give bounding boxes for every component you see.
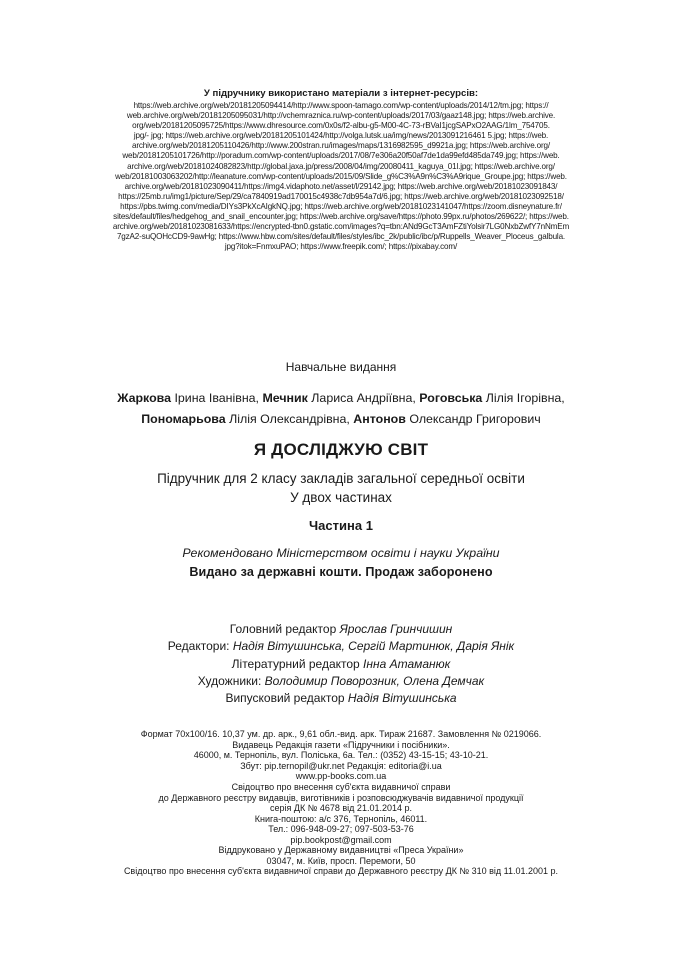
imprint-line: до Державного реєстру видавців, виготівників і розповсюджувачів видавничої продукції bbox=[158, 792, 524, 803]
sources-title: У підручнику використано матеріали з інтернет-ресурсів: bbox=[203, 88, 479, 99]
author-name: Лілія Олександрівна, bbox=[225, 411, 354, 426]
imprint-line: Тел.: 096-948-09-27; 097-503-53-76 bbox=[268, 824, 414, 835]
credit-names: Надія Вітушинська bbox=[347, 691, 457, 706]
author-surname: Мечник bbox=[262, 391, 308, 405]
imprint-line: Формат 70x100/16. 10,37 ум. др. арк., 9,61 обл.-вид. арк. Тираж 21687. Замовлення № 0219066. bbox=[140, 729, 542, 739]
source-line: jpg?itok=FnmxuPAO; https://www.freepik.com/; https://pixabay.com/ bbox=[224, 242, 458, 252]
credit-names: Володимир Поворозник, Олена Демчак bbox=[264, 673, 485, 688]
printer-line: Свідоцтво про внесення суб'єкта видавничої справи до Державного реєстру ДК № 310 від 11.01.2001 р. bbox=[123, 866, 559, 877]
source-line: jpg/- jpg; https://web.archive.org/web/20181205101424/http://volga.lutsk.ua/img/news/2013091216461 5.jpg; https://web. bbox=[133, 131, 549, 141]
author-name: Лариса Андріївна, bbox=[307, 391, 420, 405]
author-surname: Антонов bbox=[353, 411, 406, 426]
credit-line bbox=[60, 690, 622, 707]
credit-line bbox=[60, 656, 622, 673]
author-name: Ірина Іванівна, bbox=[171, 391, 263, 405]
part-label: Частина 1 bbox=[309, 518, 373, 533]
ministry-recommendation: Рекомендовано Міністерством освіти і науки України bbox=[182, 546, 500, 560]
sources-list bbox=[60, 101, 622, 252]
source-line: archive.org/web/20181023081633/https://encrypted-tbn0.gstatic.com/images?q=tbn:ANd9GcT3AmFZtiYolsir7LG0NxbZwfY7nNmEm bbox=[112, 222, 570, 232]
authors bbox=[60, 388, 622, 429]
source-line: org/web/20181205095725/https://www.dhresource.com/0x0s/f2-albu-g5-M00-4C-73-rBVaI1jcgSAPxO2AAG/1lm_754705. bbox=[132, 121, 550, 131]
credit-role: Редактори: bbox=[167, 639, 233, 654]
source-line: web/20181003063202/http://leanature.com/wp-content/uploads/2015/09/Slide_g%C3%A9n%C3%A9rique_Groupe.jpg; https://web. bbox=[115, 171, 567, 181]
credit-role: Головний редактор bbox=[229, 622, 340, 636]
source-line: https://web.archive.org/web/20181205094414/http://www.spoon-tamago.com/wp-content/uploads/2014/12/tm.jpg; https:// bbox=[133, 101, 549, 110]
credit-names: Надія Вітушинська, Сергій Мартинюк, Дарія Янік bbox=[232, 639, 515, 654]
printer-info bbox=[60, 845, 622, 877]
imprint-line: Книга-поштою: а/с 376, Тернопіль, 46011. bbox=[254, 813, 428, 824]
credit-role: Літературний редактор bbox=[231, 656, 364, 671]
printer-line: Віддруковано у Державному видавництві «Преса України» bbox=[218, 845, 464, 855]
funding-notice: Видано за державні кошти. Продаж заборонено bbox=[189, 565, 493, 579]
source-line: https://pbs.twimg.com/media/DIYs3PkXcAIgkNQ.jpg; https://web.archive.org/web/20181023141047/https://zoom.disneynature.fr/ bbox=[120, 201, 562, 211]
source-line: 7gzA2-suQOHcCD9-9awHg; https://www.hbw.com/sites/default/files/styles/ibc_2k/public/ibc/p/Ruppells_Weaver_Ploceus_galbula. bbox=[116, 232, 566, 242]
book-subtitle bbox=[60, 469, 622, 507]
source-line: archive.org/web/20181023090411/https://img4.vidaphoto.net/asset/l/29142.jpg; https://web.archive.org/web/20181023091843/ bbox=[124, 181, 558, 191]
imprint-line: Свідоцтво про внесення суб'єкта видавничої справи bbox=[231, 781, 451, 792]
source-line: sites/default/files/hedgehog_and_snail_encounter.jpg; https://web.archive.org/save/https://photo.99px.ru/photos/269622/; https://web. bbox=[113, 212, 569, 222]
credit-line bbox=[60, 621, 622, 638]
edition-kind: Навчальне видання bbox=[285, 360, 397, 374]
source-line: archive.org/web/20181205110426/http://www.200stran.ru/images/maps/1316982595_d9921a.jpg; https://web.archive.org/ bbox=[131, 141, 550, 151]
author-name: Олександр Григорович bbox=[405, 411, 541, 426]
imprint-line: серія ДК № 4678 від 21.01.2014 р. bbox=[270, 803, 412, 814]
author-surname: Роговська bbox=[419, 391, 483, 405]
subtitle-line: Підручник для 2 класу закладів загальної середньої освіти bbox=[157, 471, 525, 486]
imprint-line: www.pp-books.com.ua bbox=[295, 771, 387, 782]
imprint-line: Збут: pip.ternopil@ukr.net Редакція: editoria@i.ua bbox=[240, 760, 442, 771]
credit-names: Ярослав Гринчишин bbox=[339, 622, 453, 636]
source-line: web.archive.org/web/20181205095031/http://vchemraznica.ru/wp-content/uploads/2017/03/gaaz148.jpg; https://web.archive. bbox=[126, 111, 556, 121]
author-surname: Жаркова bbox=[117, 391, 171, 405]
authors-line-2 bbox=[60, 409, 622, 430]
source-line: archive.org/web/20181024082823/http://global.jaxa.jp/press/2008/04/img/20080411_kaguya_01l.jpg; https://web.archive.org/ bbox=[127, 161, 555, 171]
imprint-line: Видавець Редакція газети «Підручники і посібники». bbox=[232, 739, 450, 750]
printer-line: 03047, м. Київ, просп. Перемоги, 50 bbox=[266, 855, 416, 866]
imprint-line: pip.bookpost@gmail.com bbox=[290, 834, 392, 845]
author-surname: Пономарьова bbox=[141, 411, 226, 426]
book-title: Я ДОСЛІДЖУЮ СВІТ bbox=[253, 440, 429, 459]
credit-role: Художники: bbox=[197, 673, 265, 688]
subtitle-line: У двох частинах bbox=[290, 490, 392, 505]
credit-names: Інна Атаманюк bbox=[363, 656, 451, 671]
imprint-line: 46000, м. Тернопіль, вул. Поліська, 6а. Тел.: (0352) 43-15-15; 43-10-21. bbox=[193, 750, 489, 761]
editorial-credits bbox=[60, 621, 622, 707]
source-line: web/20181205101726/http://poradum.com/wp-content/uploads/2017/08/7e306a20f50af7de1da99efd485da749.jpg; https://web. bbox=[122, 151, 560, 161]
source-line: https://25mb.ru/img1/picture/Sep/29/ca7840919ad170015c4938c7db954a7d/6.jpg; https://web.archive.org/web/20181023092518/ bbox=[118, 191, 564, 201]
credit-role: Випусковий редактор bbox=[225, 691, 348, 706]
credit-line bbox=[60, 673, 622, 690]
publisher-imprint bbox=[60, 729, 622, 846]
authors-line-1 bbox=[60, 388, 622, 409]
credit-line bbox=[60, 638, 622, 655]
author-name: Лілія Ігорівна, bbox=[482, 391, 565, 405]
